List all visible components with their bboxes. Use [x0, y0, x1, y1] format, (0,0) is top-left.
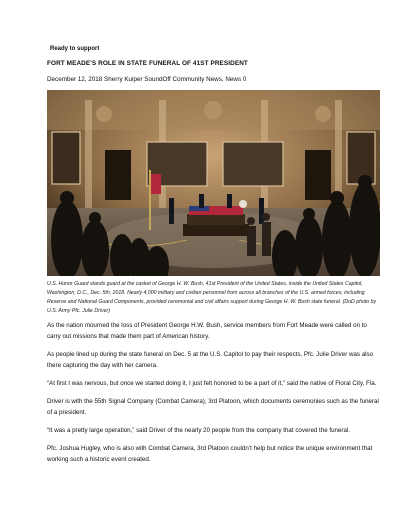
article-paragraph: As the nation mourned the loss of President George H.W. Bush, service members from Fort Meade were called on to carry out missions that made them part of American history.: [47, 322, 367, 340]
photo-caption: U.S. Honor Guard stands guard at the casket of George H. W. Bush, 41st President of the United States, inside the United States Capitol, Washington, D.C., Dec. 5th, 2018. Nearly 4,000 military and civilian personnel from across all branches of the U.S. armed forces, including Reserve and National Guard Components, provided ceremonial and civil affairs support during George H. W. Bush state funeral. (DoD photo by U.S. Army Pfc. Julie Driver): [47, 281, 377, 314]
article-body: [47, 320, 380, 472]
article-byline: December 12, 2018 Sherry Kuiper SoundOff Community News, News 0: [47, 76, 247, 83]
article-paragraph: As people lined up during the state funeral on Dec. 5 at the U.S. Capitol to pay their respects, Pfc. Julie Driver was also there capturing the day with her camera.: [47, 351, 374, 369]
article-paragraph: “It was a pretty large operation,” said Driver of the nearly 20 people from the company that covered the funeral.: [47, 427, 351, 434]
article-photo: [47, 90, 380, 276]
article-kicker: Ready to support: [50, 46, 100, 52]
article-headline: FORT MEADE'S ROLE IN STATE FUNERAL OF 41ST PRESIDENT: [47, 60, 248, 67]
article-paragraph: Pfc. Joshua Hugley, who is also with Combat Camera, 3rd Platoon couldn’t help but notice the unique environment that working such a historic event created.: [47, 445, 373, 463]
article-paragraph: Driver is with the 55th Signal Company (Combat Camera), 3rd Platoon, which documents ceremonies such as the funeral of a president.: [47, 398, 379, 416]
article-paragraph: “At first I was nervous, but once we started doing it, I just felt honored to be a part of it,” said the native of Floral City, Fla.: [47, 380, 377, 387]
